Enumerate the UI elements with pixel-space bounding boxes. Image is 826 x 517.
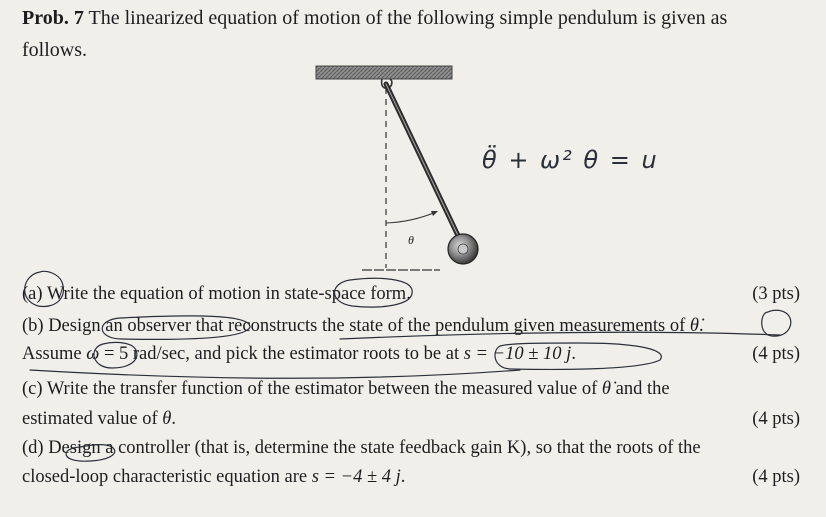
question-d-points: (4 pts): [752, 467, 800, 487]
question-b-assume: Assume: [22, 344, 82, 364]
question-c-line1: [22, 378, 670, 400]
question-b-line2-mid: = 5 rad/sec, and pick the estimator roots to be at: [103, 344, 460, 364]
problem-intro-line1: The linearized equation of motion of the following simple pendulum is given as: [88, 7, 728, 29]
handwritten-equation-text: θ̈ + ω² θ = u: [482, 146, 659, 174]
question-c-points: (4 pts): [752, 409, 800, 429]
omega-symbol: ω: [86, 344, 100, 364]
ceiling-support: [316, 66, 452, 79]
question-d-line1: (d) Design a controller (that is, determine the state feedback gain K), so that the roots of the: [22, 438, 701, 458]
theta-symbol-c: θ: [162, 409, 172, 429]
question-d-line2-end: .: [400, 467, 406, 487]
question-b-line2: [22, 343, 576, 365]
question-a-points: (3 pts): [752, 284, 800, 304]
question-a: (a) Write the equation of motion in state-space form.: [22, 284, 411, 304]
question-d-line2: [22, 466, 405, 488]
question-c-line2-text: estimated value of: [22, 409, 158, 429]
theta-dot-symbol: θ̇: [689, 316, 699, 336]
estimator-roots: s = −10 ± 10 j: [463, 344, 572, 364]
question-c-line2: [22, 408, 176, 430]
problem-label: Prob. 7: [22, 7, 84, 29]
question-b-line1-end: .: [698, 316, 704, 336]
question-b-line2-end: .: [571, 344, 576, 364]
question-c-line1-end: and the: [615, 379, 670, 399]
question-d-line2-text: closed-loop characteristic equation are: [22, 467, 308, 487]
theta-dot-symbol-c: θ̇: [601, 379, 611, 399]
angle-theta-label: θ: [408, 233, 414, 247]
question-c-line1-text: (c) Write the transfer function of the estimator between the measured value of: [22, 379, 598, 399]
problem-intro-line2: follows.: [22, 39, 87, 61]
angle-arc: [386, 212, 436, 223]
circle-around-theta-dot: [762, 310, 791, 336]
question-c-line2-end: .: [171, 409, 176, 429]
handwritten-equation: [478, 138, 659, 182]
controller-roots: s = −4 ± 4 j: [311, 467, 401, 487]
question-b-line1-text: (b) Design an observer that reconstructs the state of the pendulum given measurements of: [22, 316, 686, 336]
question-b-points: (4 pts): [752, 344, 800, 364]
question-b-line1: [22, 315, 704, 337]
problem-title-line: [22, 6, 727, 30]
